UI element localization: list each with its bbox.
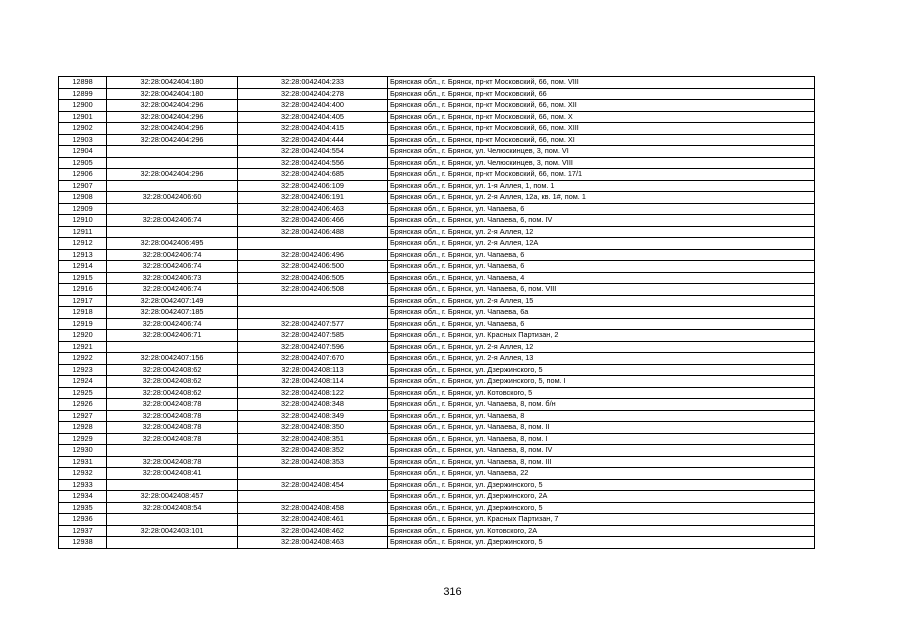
row-number-cell: 12912 bbox=[59, 238, 107, 250]
address-cell: Брянская обл., г. Брянск, ул. Чапаева, 8, пом. б/н bbox=[388, 399, 815, 411]
table-row bbox=[59, 100, 815, 112]
parcel-cadastral-cell: 32:28:0042403:101 bbox=[107, 525, 238, 537]
address-cell: Брянская обл., г. Брянск, ул. Котовского, 5 bbox=[388, 387, 815, 399]
object-cadastral-cell: 32:28:0042408:461 bbox=[238, 514, 388, 526]
address-cell: Брянская обл., г. Брянск, ул. Дзержинского, 5 bbox=[388, 502, 815, 514]
parcel-cadastral-cell bbox=[107, 341, 238, 353]
address-cell: Брянская обл., г. Брянск, ул. Чапаева, 22 bbox=[388, 468, 815, 480]
object-cadastral-cell bbox=[238, 295, 388, 307]
address-cell: Брянская обл., г. Брянск, пр-кт Московский, 66, пом. VIII bbox=[388, 77, 815, 89]
row-number-cell: 12903 bbox=[59, 134, 107, 146]
row-number-cell: 12927 bbox=[59, 410, 107, 422]
address-cell: Брянская обл., г. Брянск, пр-кт Московский, 66, пом. XI bbox=[388, 134, 815, 146]
table-row bbox=[59, 192, 815, 204]
parcel-cadastral-cell: 32:28:0042406:495 bbox=[107, 238, 238, 250]
address-cell: Брянская обл., г. Брянск, ул. Дзержинского, 5 bbox=[388, 537, 815, 549]
object-cadastral-cell: 32:28:0042407:670 bbox=[238, 353, 388, 365]
parcel-cadastral-cell bbox=[107, 157, 238, 169]
address-cell: Брянская обл., г. Брянск, ул. 2-я Аллея, 13 bbox=[388, 353, 815, 365]
object-cadastral-cell: 32:28:0042408:114 bbox=[238, 376, 388, 388]
row-number-cell: 12937 bbox=[59, 525, 107, 537]
object-cadastral-cell: 32:28:0042408:458 bbox=[238, 502, 388, 514]
object-cadastral-cell: 32:28:0042408:352 bbox=[238, 445, 388, 457]
row-number-cell: 12930 bbox=[59, 445, 107, 457]
object-cadastral-cell: 32:28:0042404:405 bbox=[238, 111, 388, 123]
row-number-cell: 12914 bbox=[59, 261, 107, 273]
object-cadastral-cell: 32:28:0042406:488 bbox=[238, 226, 388, 238]
table-row bbox=[59, 537, 815, 549]
parcel-cadastral-cell: 32:28:0042408:78 bbox=[107, 410, 238, 422]
table-row bbox=[59, 169, 815, 181]
row-number-cell: 12901 bbox=[59, 111, 107, 123]
table-row bbox=[59, 353, 815, 365]
object-cadastral-cell: 32:28:0042404:233 bbox=[238, 77, 388, 89]
parcel-cadastral-cell: 32:28:0042408:62 bbox=[107, 376, 238, 388]
parcel-cadastral-cell bbox=[107, 180, 238, 192]
row-number-cell: 12907 bbox=[59, 180, 107, 192]
table-row bbox=[59, 307, 815, 319]
table-row bbox=[59, 468, 815, 480]
row-number-cell: 12905 bbox=[59, 157, 107, 169]
table-row bbox=[59, 284, 815, 296]
row-number-cell: 12922 bbox=[59, 353, 107, 365]
parcel-cadastral-cell: 32:28:0042404:296 bbox=[107, 123, 238, 135]
object-cadastral-cell: 32:28:0042408:113 bbox=[238, 364, 388, 376]
row-number-cell: 12911 bbox=[59, 226, 107, 238]
table-row bbox=[59, 261, 815, 273]
address-cell: Брянская обл., г. Брянск, ул. Чапаева, 6, пом. VIII bbox=[388, 284, 815, 296]
table-row bbox=[59, 479, 815, 491]
object-cadastral-cell bbox=[238, 491, 388, 503]
parcel-cadastral-cell bbox=[107, 445, 238, 457]
address-cell: Брянская обл., г. Брянск, ул. Чапаева, 8, пом. I bbox=[388, 433, 815, 445]
address-cell: Брянская обл., г. Брянск, ул. Чапаева, 4 bbox=[388, 272, 815, 284]
table-row bbox=[59, 272, 815, 284]
parcel-cadastral-cell: 32:28:0042406:74 bbox=[107, 249, 238, 261]
address-cell: Брянская обл., г. Брянск, пр-кт Московский, 66, пом. 17/1 bbox=[388, 169, 815, 181]
address-cell: Брянская обл., г. Брянск, ул. Красных Партизан, 7 bbox=[388, 514, 815, 526]
table-row bbox=[59, 422, 815, 434]
parcel-cadastral-cell: 32:28:0042404:180 bbox=[107, 88, 238, 100]
parcel-cadastral-cell: 32:28:0042404:180 bbox=[107, 77, 238, 89]
parcel-cadastral-cell: 32:28:0042407:149 bbox=[107, 295, 238, 307]
address-cell: Брянская обл., г. Брянск, пр-кт Московский, 66, пом. XIII bbox=[388, 123, 815, 135]
object-cadastral-cell: 32:28:0042404:415 bbox=[238, 123, 388, 135]
address-cell: Брянская обл., г. Брянск, пр-кт Московский, 66, пом. X bbox=[388, 111, 815, 123]
table-row bbox=[59, 203, 815, 215]
table-row bbox=[59, 525, 815, 537]
table-row bbox=[59, 134, 815, 146]
address-cell: Брянская обл., г. Брянск, ул. 2-я Аллея, 12а, кв. 1#, пом. 1 bbox=[388, 192, 815, 204]
object-cadastral-cell: 32:28:0042404:400 bbox=[238, 100, 388, 112]
parcel-cadastral-cell: 32:28:0042404:296 bbox=[107, 134, 238, 146]
row-number-cell: 12917 bbox=[59, 295, 107, 307]
row-number-cell: 12910 bbox=[59, 215, 107, 227]
object-cadastral-cell: 32:28:0042408:454 bbox=[238, 479, 388, 491]
table-row bbox=[59, 226, 815, 238]
row-number-cell: 12898 bbox=[59, 77, 107, 89]
parcel-cadastral-cell: 32:28:0042408:78 bbox=[107, 433, 238, 445]
address-cell: Брянская обл., г. Брянск, ул. Чапаева, 6 bbox=[388, 203, 815, 215]
object-cadastral-cell: 32:28:0042408:122 bbox=[238, 387, 388, 399]
address-cell: Брянская обл., г. Брянск, ул. Красных Партизан, 2 bbox=[388, 330, 815, 342]
address-cell: Брянская обл., г. Брянск, ул. Челюскинцев, 3, пом. VI bbox=[388, 146, 815, 158]
table-row bbox=[59, 88, 815, 100]
parcel-cadastral-cell: 32:28:0042408:62 bbox=[107, 364, 238, 376]
row-number-cell: 12899 bbox=[59, 88, 107, 100]
parcel-cadastral-cell: 32:28:0042406:73 bbox=[107, 272, 238, 284]
object-cadastral-cell: 32:28:0042406:191 bbox=[238, 192, 388, 204]
parcel-cadastral-cell bbox=[107, 479, 238, 491]
table-row bbox=[59, 491, 815, 503]
object-cadastral-cell: 32:28:0042407:577 bbox=[238, 318, 388, 330]
address-cell: Брянская обл., г. Брянск, ул. Дзержинского, 5, пом. I bbox=[388, 376, 815, 388]
table-row bbox=[59, 445, 815, 457]
table-row bbox=[59, 514, 815, 526]
parcel-cadastral-cell: 32:28:0042406:74 bbox=[107, 215, 238, 227]
row-number-cell: 12909 bbox=[59, 203, 107, 215]
parcel-cadastral-cell: 32:28:0042408:78 bbox=[107, 456, 238, 468]
row-number-cell: 12919 bbox=[59, 318, 107, 330]
row-number-cell: 12934 bbox=[59, 491, 107, 503]
parcel-cadastral-cell: 32:28:0042404:296 bbox=[107, 111, 238, 123]
table-row bbox=[59, 387, 815, 399]
parcel-cadastral-cell bbox=[107, 226, 238, 238]
table-row bbox=[59, 456, 815, 468]
row-number-cell: 12915 bbox=[59, 272, 107, 284]
object-cadastral-cell: 32:28:0042406:463 bbox=[238, 203, 388, 215]
parcel-cadastral-cell: 32:28:0042408:78 bbox=[107, 399, 238, 411]
address-cell: Брянская обл., г. Брянск, пр-кт Московский, 66, пом. XII bbox=[388, 100, 815, 112]
parcel-cadastral-cell: 32:28:0042408:62 bbox=[107, 387, 238, 399]
address-cell: Брянская обл., г. Брянск, ул. 2-я Аллея, 12 bbox=[388, 226, 815, 238]
row-number-cell: 12913 bbox=[59, 249, 107, 261]
address-cell: Брянская обл., г. Брянск, ул. Дзержинского, 2А bbox=[388, 491, 815, 503]
object-cadastral-cell bbox=[238, 307, 388, 319]
parcel-cadastral-cell: 32:28:0042407:156 bbox=[107, 353, 238, 365]
object-cadastral-cell: 32:28:0042404:444 bbox=[238, 134, 388, 146]
parcel-cadastral-cell: 32:28:0042406:71 bbox=[107, 330, 238, 342]
address-cell: Брянская обл., г. Брянск, ул. Котовского, 2А bbox=[388, 525, 815, 537]
address-cell: Брянская обл., г. Брянск, пр-кт Московский, 66 bbox=[388, 88, 815, 100]
parcel-cadastral-cell: 32:28:0042406:74 bbox=[107, 284, 238, 296]
table-row bbox=[59, 295, 815, 307]
address-cell: Брянская обл., г. Брянск, ул. Чапаева, 8, пом. II bbox=[388, 422, 815, 434]
address-cell: Брянская обл., г. Брянск, ул. Чапаева, 8 bbox=[388, 410, 815, 422]
object-cadastral-cell: 32:28:0042404:278 bbox=[238, 88, 388, 100]
row-number-cell: 12924 bbox=[59, 376, 107, 388]
parcel-cadastral-cell: 32:28:0042404:296 bbox=[107, 100, 238, 112]
object-cadastral-cell: 32:28:0042408:462 bbox=[238, 525, 388, 537]
row-number-cell: 12921 bbox=[59, 341, 107, 353]
address-cell: Брянская обл., г. Брянск, ул. Челюскинцев, 3, пом. VIII bbox=[388, 157, 815, 169]
object-cadastral-cell: 32:28:0042404:554 bbox=[238, 146, 388, 158]
table-row bbox=[59, 502, 815, 514]
address-cell: Брянская обл., г. Брянск, ул. Дзержинского, 5 bbox=[388, 364, 815, 376]
object-cadastral-cell bbox=[238, 468, 388, 480]
object-cadastral-cell: 32:28:0042406:496 bbox=[238, 249, 388, 261]
row-number-cell: 12928 bbox=[59, 422, 107, 434]
parcel-cadastral-cell bbox=[107, 146, 238, 158]
address-cell: Брянская обл., г. Брянск, ул. Чапаева, 8, пом. IV bbox=[388, 445, 815, 457]
row-number-cell: 12916 bbox=[59, 284, 107, 296]
registry-table bbox=[58, 76, 815, 549]
row-number-cell: 12933 bbox=[59, 479, 107, 491]
table-row bbox=[59, 180, 815, 192]
row-number-cell: 12920 bbox=[59, 330, 107, 342]
row-number-cell: 12926 bbox=[59, 399, 107, 411]
object-cadastral-cell: 32:28:0042408:348 bbox=[238, 399, 388, 411]
table-row bbox=[59, 111, 815, 123]
table-row bbox=[59, 77, 815, 89]
row-number-cell: 12925 bbox=[59, 387, 107, 399]
row-number-cell: 12931 bbox=[59, 456, 107, 468]
parcel-cadastral-cell: 32:28:0042406:74 bbox=[107, 261, 238, 273]
row-number-cell: 12923 bbox=[59, 364, 107, 376]
registry-table-body bbox=[59, 77, 815, 549]
object-cadastral-cell: 32:28:0042406:505 bbox=[238, 272, 388, 284]
address-cell: Брянская обл., г. Брянск, ул. 1-я Аллея, 1, пом. 1 bbox=[388, 180, 815, 192]
parcel-cadastral-cell bbox=[107, 514, 238, 526]
object-cadastral-cell: 32:28:0042408:349 bbox=[238, 410, 388, 422]
address-cell: Брянская обл., г. Брянск, ул. 2-я Аллея, 12А bbox=[388, 238, 815, 250]
table-row bbox=[59, 238, 815, 250]
row-number-cell: 12932 bbox=[59, 468, 107, 480]
parcel-cadastral-cell: 32:28:0042406:60 bbox=[107, 192, 238, 204]
address-cell: Брянская обл., г. Брянск, ул. 2-я Аллея, 15 bbox=[388, 295, 815, 307]
row-number-cell: 12929 bbox=[59, 433, 107, 445]
table-row bbox=[59, 364, 815, 376]
parcel-cadastral-cell: 32:28:0042408:78 bbox=[107, 422, 238, 434]
row-number-cell: 12908 bbox=[59, 192, 107, 204]
table-row bbox=[59, 249, 815, 261]
parcel-cadastral-cell: 32:28:0042406:74 bbox=[107, 318, 238, 330]
address-cell: Брянская обл., г. Брянск, ул. Чапаева, 8, пом. III bbox=[388, 456, 815, 468]
table-row bbox=[59, 410, 815, 422]
table-row bbox=[59, 433, 815, 445]
row-number-cell: 12900 bbox=[59, 100, 107, 112]
object-cadastral-cell: 32:28:0042407:585 bbox=[238, 330, 388, 342]
row-number-cell: 12906 bbox=[59, 169, 107, 181]
object-cadastral-cell: 32:28:0042404:685 bbox=[238, 169, 388, 181]
address-cell: Брянская обл., г. Брянск, ул. Чапаева, 6а bbox=[388, 307, 815, 319]
address-cell: Брянская обл., г. Брянск, ул. Чапаева, 6 bbox=[388, 261, 815, 273]
row-number-cell: 12938 bbox=[59, 537, 107, 549]
row-number-cell: 12904 bbox=[59, 146, 107, 158]
object-cadastral-cell: 32:28:0042404:556 bbox=[238, 157, 388, 169]
address-cell: Брянская обл., г. Брянск, ул. Чапаева, 6 bbox=[388, 318, 815, 330]
row-number-cell: 12935 bbox=[59, 502, 107, 514]
parcel-cadastral-cell: 32:28:0042404:296 bbox=[107, 169, 238, 181]
row-number-cell: 12902 bbox=[59, 123, 107, 135]
table-row bbox=[59, 157, 815, 169]
page-number: 316 bbox=[443, 586, 462, 598]
object-cadastral-cell: 32:28:0042406:508 bbox=[238, 284, 388, 296]
parcel-cadastral-cell: 32:28:0042408:457 bbox=[107, 491, 238, 503]
object-cadastral-cell bbox=[238, 238, 388, 250]
table-row bbox=[59, 330, 815, 342]
table-row bbox=[59, 399, 815, 411]
table-row bbox=[59, 123, 815, 135]
parcel-cadastral-cell: 32:28:0042407:185 bbox=[107, 307, 238, 319]
object-cadastral-cell: 32:28:0042408:351 bbox=[238, 433, 388, 445]
object-cadastral-cell: 32:28:0042406:500 bbox=[238, 261, 388, 273]
address-cell: Брянская обл., г. Брянск, ул. Чапаева, 6 bbox=[388, 249, 815, 261]
table-row bbox=[59, 318, 815, 330]
object-cadastral-cell: 32:28:0042408:463 bbox=[238, 537, 388, 549]
object-cadastral-cell: 32:28:0042407:596 bbox=[238, 341, 388, 353]
table-row bbox=[59, 376, 815, 388]
address-cell: Брянская обл., г. Брянск, ул. 2-я Аллея, 12 bbox=[388, 341, 815, 353]
parcel-cadastral-cell: 32:28:0042408:41 bbox=[107, 468, 238, 480]
object-cadastral-cell: 32:28:0042406:466 bbox=[238, 215, 388, 227]
table-row bbox=[59, 215, 815, 227]
object-cadastral-cell: 32:28:0042408:353 bbox=[238, 456, 388, 468]
address-cell: Брянская обл., г. Брянск, ул. Чапаева, 6, пом. IV bbox=[388, 215, 815, 227]
parcel-cadastral-cell: 32:28:0042408:54 bbox=[107, 502, 238, 514]
row-number-cell: 12936 bbox=[59, 514, 107, 526]
parcel-cadastral-cell bbox=[107, 537, 238, 549]
address-cell: Брянская обл., г. Брянск, ул. Дзержинского, 5 bbox=[388, 479, 815, 491]
table-row bbox=[59, 146, 815, 158]
object-cadastral-cell: 32:28:0042408:350 bbox=[238, 422, 388, 434]
row-number-cell: 12918 bbox=[59, 307, 107, 319]
table-row bbox=[59, 341, 815, 353]
parcel-cadastral-cell bbox=[107, 203, 238, 215]
object-cadastral-cell: 32:28:0042406:109 bbox=[238, 180, 388, 192]
